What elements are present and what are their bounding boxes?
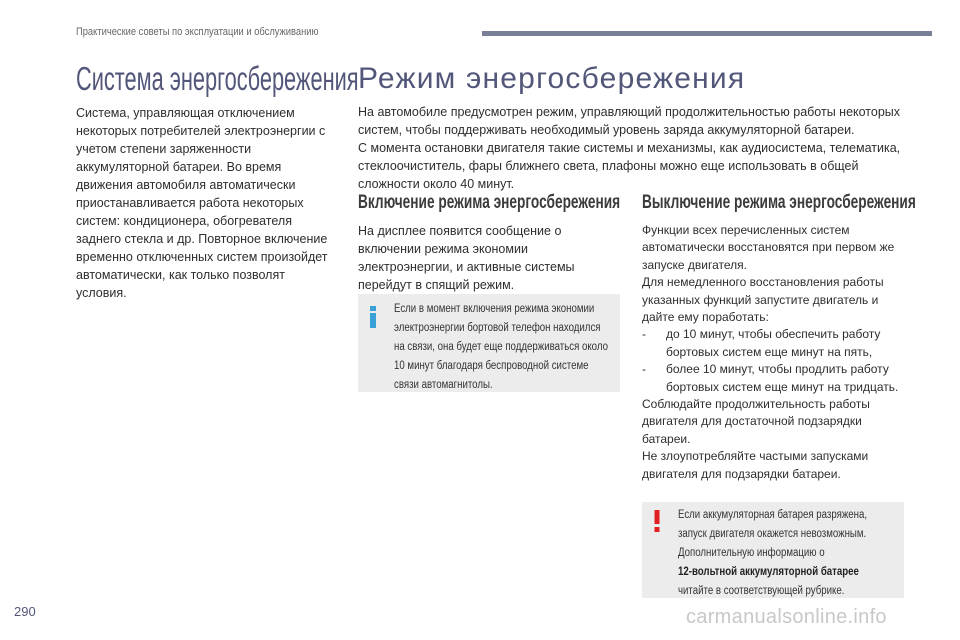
info-icon (368, 306, 378, 328)
activation-text: На дисплее появится сообщение о включении режима экономии электроэнергии, и активные системы перейдут в спящий режим. (358, 224, 575, 292)
intro-paragraph-2: С момента остановки двигателя такие системы и механизмы, как аудиосистема, телематика, стеклоочиститель, фары ближнего света, плафоны можно еще использовать в общей сложности около 40 минут. (358, 141, 901, 191)
activation-section (358, 192, 620, 294)
deactivation-paragraph-3: Соблюдайте продолжительность работы двигателя для достаточной подзарядки батареи. (642, 397, 870, 446)
list-dash: - (642, 362, 646, 377)
info-note (358, 294, 620, 392)
warning-icon (652, 510, 662, 532)
list-item (642, 326, 904, 361)
deactivation-paragraph-2: Для немедленного восстановления работы указанных функций запустите двигатель и дайте ему поработать: (642, 275, 884, 325)
deactivation-paragraph-4: Не злоупотребляйте частыми запусками двигателя для подзарядки батареи. (642, 449, 869, 481)
deactivation-title: Выключение режима энергосбережения (642, 192, 916, 213)
watermark: carmanualsonline.info (686, 606, 887, 628)
warning-note-text (678, 506, 896, 601)
warning-bold-text: 12-вольтной аккумуляторной батарее (678, 566, 859, 578)
activation-title: Включение режима энергосбережения (358, 192, 621, 213)
energy-saving-system-section (76, 60, 359, 302)
deactivation-paragraph-1: Функции всех перечисленных систем автоматически восстановятся при первом же запуске двигателя. (642, 223, 895, 272)
deactivation-body (642, 222, 904, 483)
intro-paragraph-1: На автомобиле предусмотрен режим, управляющий продолжительностью работы некоторых систем, чтобы поддерживать необходимый уровень заряда аккумуляторной батареи. (358, 105, 901, 137)
energy-saving-mode-title: Режим энергосбережения (358, 62, 746, 95)
list-item-text: до 10 минут, чтобы обеспечить работу бортовых систем еще минут на пять, (666, 327, 881, 359)
list-item (642, 361, 904, 396)
energy-saving-system-title: Система энергосбережения (76, 60, 359, 97)
warning-text-2: читайте в соответствующей рубрике. (678, 585, 845, 597)
warning-note (642, 502, 904, 598)
list-item-text: более 10 минут, чтобы продлить работу бортовых систем еще минут на тридцать. (666, 362, 899, 394)
warning-text-1: Если аккумуляторная батарея разряжена, запуск двигателя окажется невозможным. Дополнительную информацию о (678, 509, 868, 559)
list-dash: - (642, 327, 646, 342)
page-number: 290 (14, 604, 36, 619)
section-title: Практические советы по эксплуатации и обслуживанию (76, 26, 319, 38)
header-divider (482, 31, 932, 36)
energy-saving-mode-section (358, 62, 918, 193)
energy-saving-mode-intro (358, 103, 918, 193)
deactivation-section (642, 192, 916, 483)
energy-saving-system-text: Система, управляющая отключением некоторых потребителей электроэнергии с учетом степени заряженности аккумуляторной батареи. Во время движения автомобиля автоматически приостанавливается работа некоторых систем: кондиционера, обогревателя заднего стекла и др. Повторное включение временно отключенных систем произойдет автоматически, как только позволят условия. (76, 106, 328, 300)
info-note-text: Если в момент включения режима экономии электроэнергии бортовой телефон находился на связи, она будет еще поддерживаться около 10 минут благодаря беспроводной системе связи автомагнитолы. (394, 303, 608, 391)
